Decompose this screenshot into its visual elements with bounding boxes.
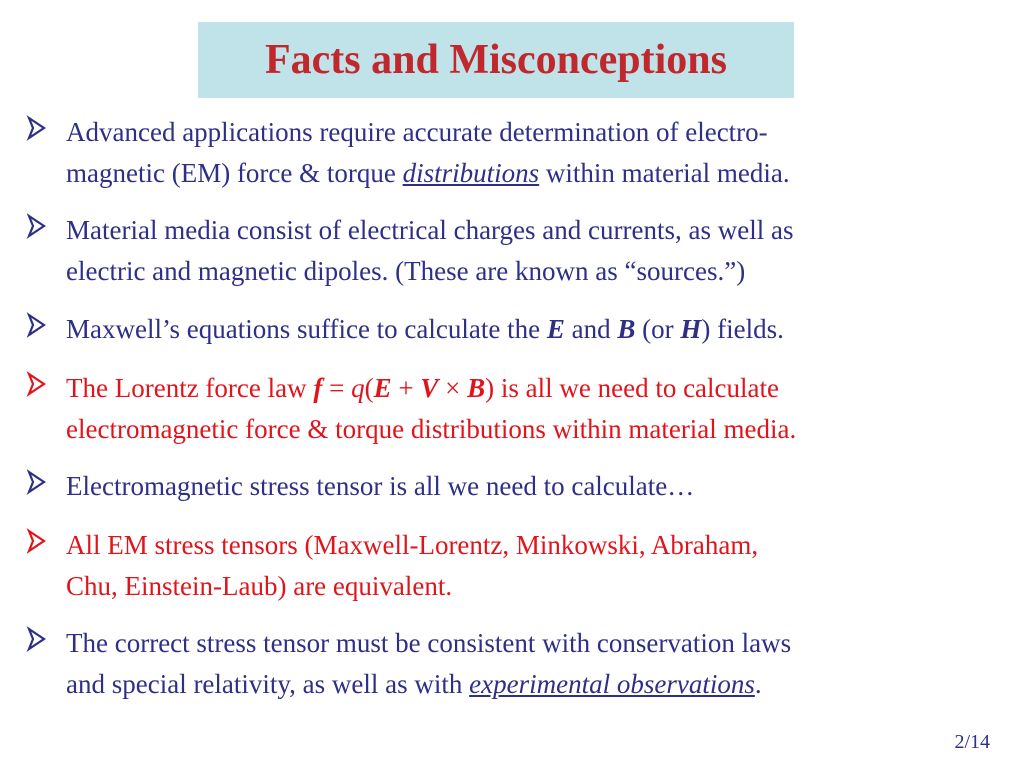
bullet-line: [66, 664, 1006, 705]
text-span: Maxwell’s equations suffice to calculate the: [66, 314, 547, 344]
symbol-b: B: [617, 314, 636, 344]
arrow-bullet-icon: [26, 212, 48, 240]
bullet-text: [66, 525, 1006, 607]
bullet-line: All EM stress tensors (Maxwell-Lorentz, Minkowski, Abraham,: [66, 530, 759, 560]
symbol-f: f: [313, 373, 323, 403]
arrow-bullet-icon: [26, 468, 48, 496]
bullet-line: electromagnetic force & torque distributions within material media.: [66, 414, 797, 444]
bullet-line: electric and magnetic dipoles. (These are known as “sources.”): [66, 256, 746, 286]
title-box: [198, 22, 794, 98]
text-span: .: [754, 669, 762, 699]
text-span: The Lorentz force law: [66, 373, 314, 403]
arrow-bullet-icon: [26, 625, 48, 653]
symbol-e: E: [546, 314, 565, 344]
bullet-line: Material media consist of electrical charges and currents, as well as: [66, 215, 794, 245]
symbol-h: H: [680, 314, 702, 344]
bullet-line: Electromagnetic stress tensor is all we need to calculate…: [66, 471, 695, 501]
bullet-line: Chu, Einstein-Laub) are equivalent.: [66, 571, 453, 601]
text-span: (or: [635, 314, 681, 344]
plus-sign: +: [391, 373, 421, 403]
bullet-text: [66, 210, 1006, 292]
text-span: magnetic (EM) force & torque: [66, 158, 403, 188]
arrow-bullet-icon: [26, 370, 48, 398]
arrow-bullet-icon: [26, 311, 48, 339]
text-span: is all we need to calculate: [494, 373, 779, 403]
emphasis-experimental-observations: experimental observations: [469, 669, 755, 699]
bullet-text: [66, 368, 1006, 450]
equals-sign: =: [322, 373, 352, 403]
bullet-line: The correct stress tensor must be consistent with conservation laws: [66, 628, 792, 658]
times-sign: ×: [438, 373, 468, 403]
bullet-text: [66, 623, 1006, 705]
paren-close: ): [485, 373, 495, 403]
page-number: 2/14: [954, 731, 990, 753]
emphasis-distributions: distributions: [402, 158, 540, 188]
bullet-text: [66, 309, 1006, 350]
symbol-b: B: [467, 373, 486, 403]
bullet-line: [66, 153, 1006, 194]
symbol-q: q: [351, 373, 365, 403]
text-span: and special relativity, as well as with: [66, 669, 470, 699]
arrow-bullet-icon: [26, 114, 48, 142]
text-span: and: [564, 314, 618, 344]
bullet-line: [66, 309, 1006, 350]
text-span: ) fields.: [701, 314, 784, 344]
bullet-text: [66, 466, 1006, 507]
paren-open: (: [364, 373, 374, 403]
arrow-bullet-icon: [26, 527, 48, 555]
symbol-e: E: [373, 373, 392, 403]
bullet-line: Advanced applications require accurate determination of electro-: [66, 117, 768, 147]
bullet-text: [66, 112, 1006, 194]
slide-title: Facts and Misconceptions: [265, 37, 727, 83]
symbol-v: V: [420, 373, 439, 403]
bullet-line: [66, 368, 1006, 409]
text-span: within material media.: [539, 158, 790, 188]
